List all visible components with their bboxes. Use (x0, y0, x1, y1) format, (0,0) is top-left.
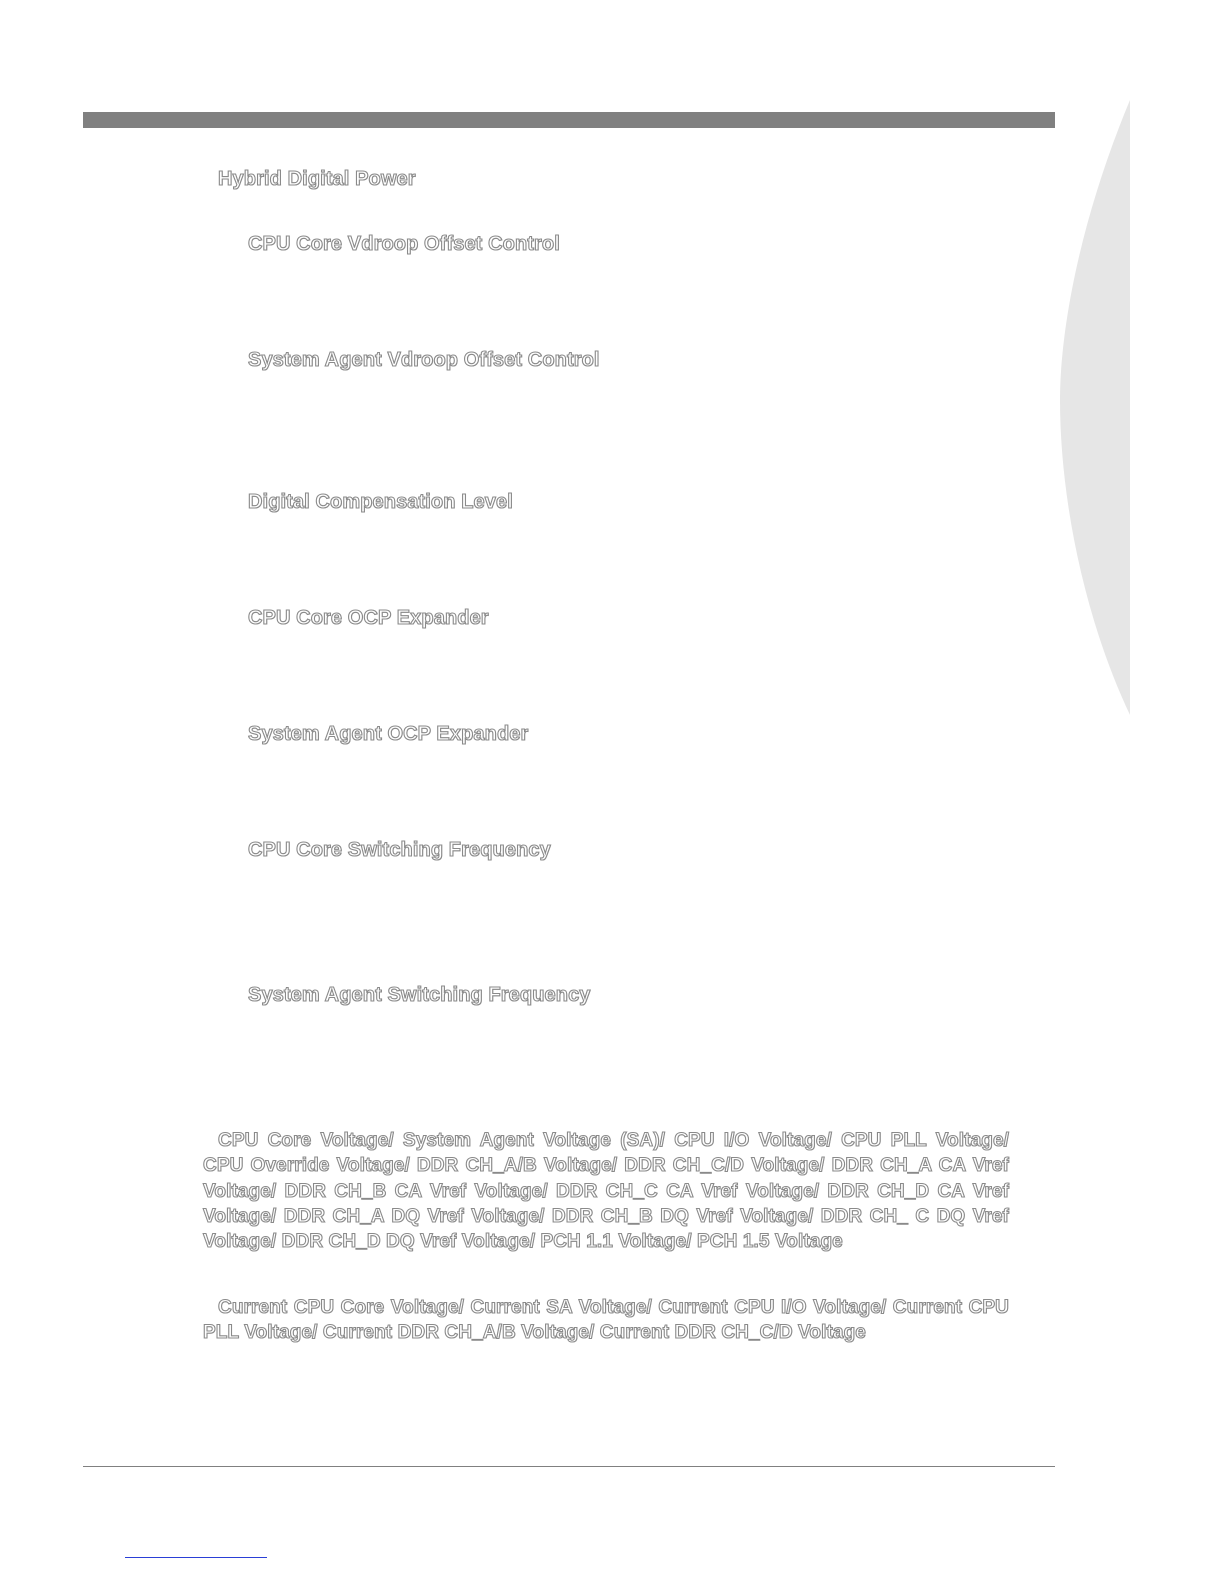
header-bar (83, 112, 1055, 128)
item-system-agent-switching-frequency: System Agent Switching Frequency (248, 984, 591, 1006)
voltages-paragraph: CPU Core Voltage/ System Agent Voltage (SA)/ CPU I/O Voltage/ CPU PLL Voltage/ CPU Override Voltage/ DDR CH_A/B Voltage/ DDR CH_C/D Voltage/ DDR CH_A CA Vref Voltage/ DDR CH_B CA Vref Voltage/ DDR CH_C CA Vref Voltage/ DDR CH_D CA Vref Voltage/ DDR CH_A DQ Vref Voltage/ DDR CH_B DQ Vref Voltage/ DDR CH_ C DQ Vref Voltage/ DDR CH_D DQ Vref Voltage/ PCH 1.1 Voltage/ PCH 1.5 Voltage (203, 1130, 1009, 1253)
footer-link-underline[interactable] (125, 1557, 267, 1558)
item-cpu-core-ocp-expander: CPU Core OCP Expander (248, 607, 489, 629)
section-title: Hybrid Digital Power (218, 168, 416, 190)
chapter-side-tab (1060, 100, 1130, 715)
item-system-agent-ocp-expander: System Agent OCP Expander (248, 723, 529, 745)
item-cpu-core-vdroop-offset-control: CPU Core Vdroop Offset Control (248, 233, 560, 255)
footer-rule (83, 1466, 1055, 1467)
item-digital-compensation-level: Digital Compensation Level (248, 491, 513, 513)
current-voltages-paragraph: Current CPU Core Voltage/ Current SA Voltage/ Current CPU I/O Voltage/ Current CPU PLL Voltage/ Current DDR CH_A/B Voltage/ Current DDR CH_C/D Voltage (203, 1297, 1009, 1344)
item-system-agent-vdroop-offset-control: System Agent Vdroop Offset Control (248, 349, 600, 371)
side-tab-shape (1060, 100, 1130, 715)
item-cpu-core-switching-frequency: CPU Core Switching Frequency (248, 839, 551, 861)
